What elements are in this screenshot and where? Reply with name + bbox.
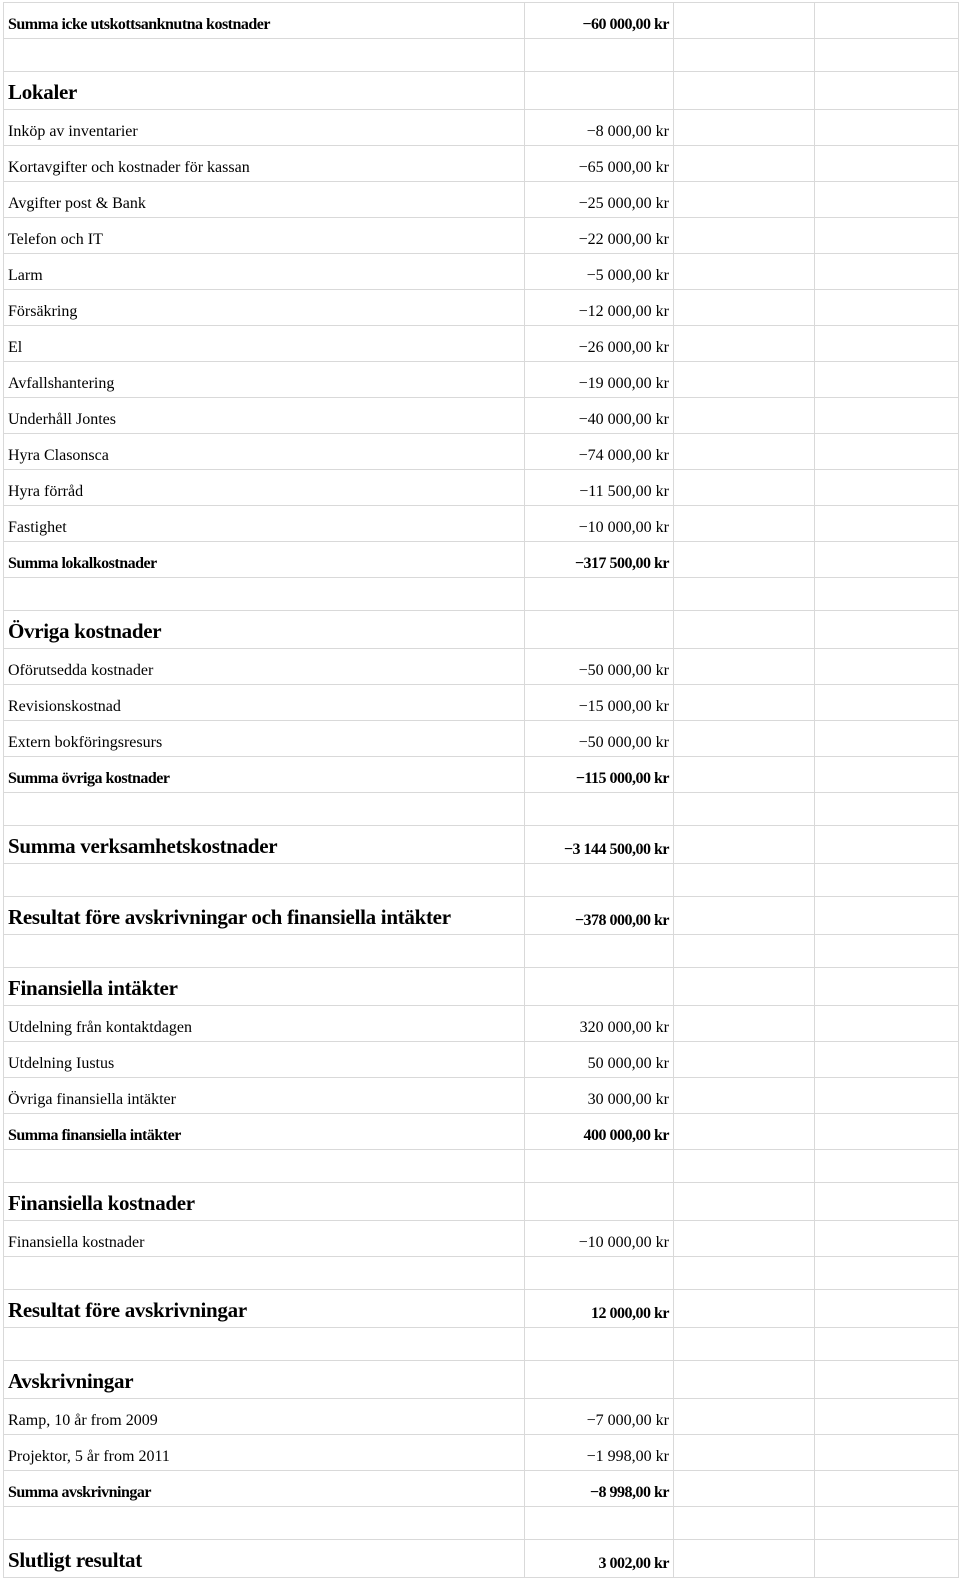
row-amount xyxy=(525,611,674,649)
row-label: El xyxy=(4,326,525,362)
empty-cell xyxy=(674,611,815,649)
row-amount: −8 998,00 kr xyxy=(525,1471,674,1507)
row-amount: −3 144 500,00 kr xyxy=(525,826,674,864)
section-header-row xyxy=(4,611,959,649)
row-amount: −317 500,00 kr xyxy=(525,542,674,578)
row-amount: −60 000,00 kr xyxy=(525,3,674,39)
row-label: Oförutsedda kostnader xyxy=(4,649,525,685)
row-amount: −5 000,00 kr xyxy=(525,254,674,290)
row-label xyxy=(4,793,525,826)
row-label xyxy=(4,935,525,968)
row-amount: −25 000,00 kr xyxy=(525,182,674,218)
row-label xyxy=(4,578,525,611)
budget-table xyxy=(3,2,959,1578)
row-amount: −65 000,00 kr xyxy=(525,146,674,182)
row-label: Summa lokalkostnader xyxy=(4,542,525,578)
empty-cell xyxy=(815,897,959,935)
line-item-row xyxy=(4,1435,959,1471)
empty-cell xyxy=(815,1361,959,1399)
empty-cell xyxy=(815,1221,959,1257)
row-label: Finansiella kostnader xyxy=(4,1221,525,1257)
row-amount: −115 000,00 kr xyxy=(525,757,674,793)
empty-cell xyxy=(815,721,959,757)
section-header-row xyxy=(4,1183,959,1221)
row-label xyxy=(4,1507,525,1540)
row-amount: −40 000,00 kr xyxy=(525,398,674,434)
empty-cell xyxy=(815,1328,959,1361)
empty-cell xyxy=(674,1221,815,1257)
row-label: Hyra förråd xyxy=(4,470,525,506)
row-amount xyxy=(525,1150,674,1183)
empty-cell xyxy=(674,935,815,968)
empty-cell xyxy=(674,864,815,897)
empty-cell xyxy=(674,254,815,290)
row-amount: −10 000,00 kr xyxy=(525,1221,674,1257)
empty-cell xyxy=(674,1150,815,1183)
empty-cell xyxy=(674,1006,815,1042)
total-row xyxy=(4,826,959,864)
empty-cell xyxy=(815,398,959,434)
empty-cell xyxy=(815,326,959,362)
line-item-row xyxy=(4,146,959,182)
row-amount: −12 000,00 kr xyxy=(525,290,674,326)
budget-table-body xyxy=(4,3,959,1578)
empty-cell xyxy=(674,290,815,326)
empty-cell xyxy=(815,362,959,398)
total-row xyxy=(4,1290,959,1328)
line-item-row xyxy=(4,1078,959,1114)
empty-cell xyxy=(674,110,815,146)
empty-cell xyxy=(674,826,815,864)
line-item-row xyxy=(4,721,959,757)
row-label: Resultat före avskrivningar xyxy=(4,1290,525,1328)
spacer-row xyxy=(4,793,959,826)
row-amount: −26 000,00 kr xyxy=(525,326,674,362)
row-amount xyxy=(525,1507,674,1540)
empty-cell xyxy=(674,3,815,39)
total-row xyxy=(4,1540,959,1578)
row-label: Revisionskostnad xyxy=(4,685,525,721)
empty-cell xyxy=(815,39,959,72)
row-label: Avfallshantering xyxy=(4,362,525,398)
row-amount: −378 000,00 kr xyxy=(525,897,674,935)
row-amount: −7 000,00 kr xyxy=(525,1399,674,1435)
line-item-row xyxy=(4,290,959,326)
row-label: Extern bokföringsresurs xyxy=(4,721,525,757)
empty-cell xyxy=(815,1471,959,1507)
row-label: Utdelning från kontaktdagen xyxy=(4,1006,525,1042)
empty-cell xyxy=(674,757,815,793)
spacer-row xyxy=(4,578,959,611)
row-label: Hyra Clasonsca xyxy=(4,434,525,470)
empty-cell xyxy=(674,72,815,110)
row-label: Utdelning Iustus xyxy=(4,1042,525,1078)
spacer-row xyxy=(4,935,959,968)
row-amount: −15 000,00 kr xyxy=(525,685,674,721)
empty-cell xyxy=(674,685,815,721)
row-amount xyxy=(525,1257,674,1290)
empty-cell xyxy=(815,1150,959,1183)
empty-cell xyxy=(674,1183,815,1221)
empty-cell xyxy=(815,685,959,721)
row-amount: 320 000,00 kr xyxy=(525,1006,674,1042)
row-label xyxy=(4,1150,525,1183)
empty-cell xyxy=(674,1114,815,1150)
section-title: Finansiella kostnader xyxy=(4,1183,525,1221)
row-label: Telefon och IT xyxy=(4,218,525,254)
line-item-row xyxy=(4,1399,959,1435)
empty-cell xyxy=(815,1435,959,1471)
empty-cell xyxy=(674,897,815,935)
empty-cell xyxy=(674,506,815,542)
empty-cell xyxy=(815,1042,959,1078)
empty-cell xyxy=(815,968,959,1006)
row-amount xyxy=(525,72,674,110)
row-label: Underhåll Jontes xyxy=(4,398,525,434)
spacer-row xyxy=(4,864,959,897)
empty-cell xyxy=(815,757,959,793)
row-amount xyxy=(525,793,674,826)
empty-cell xyxy=(815,110,959,146)
row-label xyxy=(4,1257,525,1290)
empty-cell xyxy=(674,721,815,757)
row-amount: −19 000,00 kr xyxy=(525,362,674,398)
empty-cell xyxy=(674,1257,815,1290)
empty-cell xyxy=(815,826,959,864)
row-label: Summa verksamhetskostnader xyxy=(4,826,525,864)
row-amount: 400 000,00 kr xyxy=(525,1114,674,1150)
total-row xyxy=(4,1114,959,1150)
row-amount xyxy=(525,1361,674,1399)
row-label: Fastighet xyxy=(4,506,525,542)
empty-cell xyxy=(674,218,815,254)
empty-cell xyxy=(815,578,959,611)
row-label: Ramp, 10 år from 2009 xyxy=(4,1399,525,1435)
row-amount xyxy=(525,1183,674,1221)
spacer-row xyxy=(4,1257,959,1290)
empty-cell xyxy=(815,935,959,968)
empty-cell xyxy=(674,578,815,611)
empty-cell xyxy=(674,398,815,434)
row-amount xyxy=(525,1328,674,1361)
row-label: Summa övriga kostnader xyxy=(4,757,525,793)
line-item-row xyxy=(4,649,959,685)
row-label xyxy=(4,864,525,897)
row-label: Övriga finansiella intäkter xyxy=(4,1078,525,1114)
total-row xyxy=(4,542,959,578)
empty-cell xyxy=(815,1183,959,1221)
empty-cell xyxy=(674,434,815,470)
empty-cell xyxy=(815,218,959,254)
empty-cell xyxy=(674,39,815,72)
empty-cell xyxy=(815,864,959,897)
section-header-row xyxy=(4,1361,959,1399)
row-label: Summa avskrivningar xyxy=(4,1471,525,1507)
empty-cell xyxy=(815,1114,959,1150)
line-item-row xyxy=(4,506,959,542)
empty-cell xyxy=(815,290,959,326)
row-label: Resultat före avskrivningar och finansiella intäkter xyxy=(4,897,525,935)
line-item-row xyxy=(4,362,959,398)
row-label xyxy=(4,1328,525,1361)
row-label: Avgifter post & Bank xyxy=(4,182,525,218)
empty-cell xyxy=(674,1078,815,1114)
line-item-row xyxy=(4,110,959,146)
spacer-row xyxy=(4,39,959,72)
empty-cell xyxy=(674,1328,815,1361)
total-row xyxy=(4,897,959,935)
empty-cell xyxy=(674,1042,815,1078)
line-item-row xyxy=(4,470,959,506)
empty-cell xyxy=(674,146,815,182)
line-item-row xyxy=(4,434,959,470)
total-row xyxy=(4,757,959,793)
total-row xyxy=(4,3,959,39)
empty-cell xyxy=(674,1361,815,1399)
empty-cell xyxy=(674,793,815,826)
empty-cell xyxy=(815,1540,959,1578)
row-amount: 30 000,00 kr xyxy=(525,1078,674,1114)
total-row xyxy=(4,1471,959,1507)
empty-cell xyxy=(674,1399,815,1435)
line-item-row xyxy=(4,1006,959,1042)
section-title: Finansiella intäkter xyxy=(4,968,525,1006)
empty-cell xyxy=(815,434,959,470)
row-amount: −10 000,00 kr xyxy=(525,506,674,542)
empty-cell xyxy=(674,1435,815,1471)
section-header-row xyxy=(4,968,959,1006)
row-amount: −1 998,00 kr xyxy=(525,1435,674,1471)
empty-cell xyxy=(815,470,959,506)
empty-cell xyxy=(815,542,959,578)
row-amount xyxy=(525,39,674,72)
row-amount: −50 000,00 kr xyxy=(525,649,674,685)
row-amount: −22 000,00 kr xyxy=(525,218,674,254)
row-amount: 12 000,00 kr xyxy=(525,1290,674,1328)
row-amount: −74 000,00 kr xyxy=(525,434,674,470)
row-amount: −8 000,00 kr xyxy=(525,110,674,146)
row-label: Summa icke utskottsanknutna kostnader xyxy=(4,3,525,39)
empty-cell xyxy=(815,1257,959,1290)
empty-cell xyxy=(815,611,959,649)
section-title: Lokaler xyxy=(4,72,525,110)
empty-cell xyxy=(674,470,815,506)
line-item-row xyxy=(4,1042,959,1078)
line-item-row xyxy=(4,398,959,434)
empty-cell xyxy=(815,793,959,826)
row-amount xyxy=(525,968,674,1006)
section-title: Övriga kostnader xyxy=(4,611,525,649)
empty-cell xyxy=(674,1540,815,1578)
row-amount: 50 000,00 kr xyxy=(525,1042,674,1078)
section-header-row xyxy=(4,72,959,110)
empty-cell xyxy=(674,182,815,218)
empty-cell xyxy=(815,1399,959,1435)
empty-cell xyxy=(674,1471,815,1507)
spacer-row xyxy=(4,1328,959,1361)
row-label xyxy=(4,39,525,72)
line-item-row xyxy=(4,254,959,290)
spacer-row xyxy=(4,1507,959,1540)
empty-cell xyxy=(815,182,959,218)
row-amount: −50 000,00 kr xyxy=(525,721,674,757)
empty-cell xyxy=(674,1290,815,1328)
row-amount xyxy=(525,935,674,968)
empty-cell xyxy=(815,146,959,182)
empty-cell xyxy=(674,968,815,1006)
row-amount: 3 002,00 kr xyxy=(525,1540,674,1578)
row-amount: −11 500,00 kr xyxy=(525,470,674,506)
empty-cell xyxy=(674,362,815,398)
empty-cell xyxy=(674,542,815,578)
line-item-row xyxy=(4,326,959,362)
line-item-row xyxy=(4,1221,959,1257)
row-label: Summa finansiella intäkter xyxy=(4,1114,525,1150)
empty-cell xyxy=(674,1507,815,1540)
empty-cell xyxy=(815,649,959,685)
row-label: Kortavgifter och kostnader för kassan xyxy=(4,146,525,182)
empty-cell xyxy=(815,72,959,110)
empty-cell xyxy=(815,1078,959,1114)
row-label: Slutligt resultat xyxy=(4,1540,525,1578)
row-amount xyxy=(525,864,674,897)
section-title: Avskrivningar xyxy=(4,1361,525,1399)
row-label: Försäkring xyxy=(4,290,525,326)
line-item-row xyxy=(4,218,959,254)
spacer-row xyxy=(4,1150,959,1183)
line-item-row xyxy=(4,685,959,721)
empty-cell xyxy=(815,506,959,542)
row-label: Inköp av inventarier xyxy=(4,110,525,146)
row-amount xyxy=(525,578,674,611)
empty-cell xyxy=(815,1507,959,1540)
empty-cell xyxy=(674,649,815,685)
empty-cell xyxy=(815,1006,959,1042)
row-label: Larm xyxy=(4,254,525,290)
empty-cell xyxy=(674,326,815,362)
row-label: Projektor, 5 år from 2011 xyxy=(4,1435,525,1471)
line-item-row xyxy=(4,182,959,218)
empty-cell xyxy=(815,254,959,290)
empty-cell xyxy=(815,3,959,39)
empty-cell xyxy=(815,1290,959,1328)
